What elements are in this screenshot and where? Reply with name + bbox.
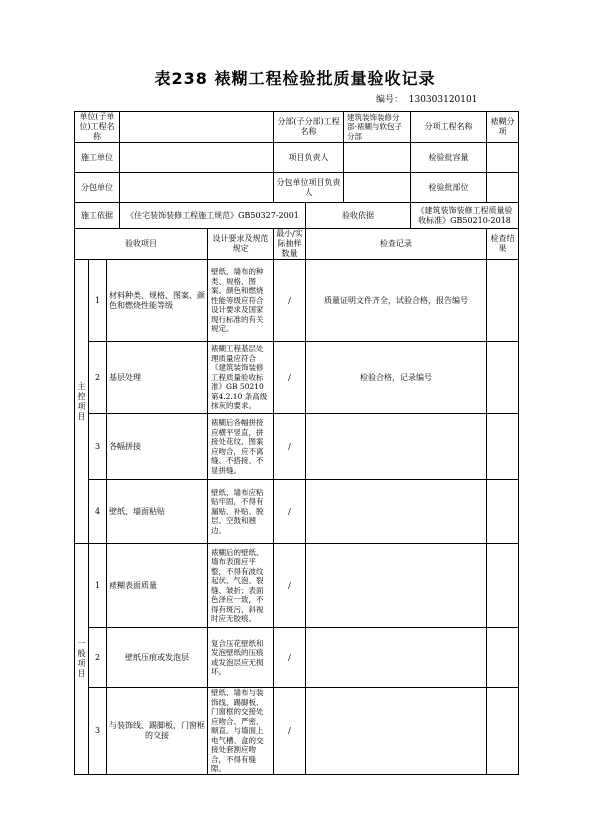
- item-name: 壁纸、墙面粘贴: [107, 480, 208, 544]
- item-no: 3: [89, 688, 107, 775]
- location-value: [487, 173, 519, 203]
- item-sample: /: [274, 544, 306, 628]
- table-row: [75, 628, 519, 688]
- acceptance-record-table: [74, 111, 519, 775]
- col-item-header: 验收项目: [75, 229, 208, 260]
- item-requirement: 裱糊后各幅拼接应横平竖直，拼接处花纹、图案应吻合，应不离缝、不搭接、不显拼缝。: [208, 414, 274, 480]
- col-requirement-header: 设计要求及规范规定: [208, 229, 274, 260]
- contractor-label: 施工单位: [75, 143, 120, 173]
- page-title: 表238 裱糊工程检验批质量验收记录: [154, 69, 436, 88]
- item-record: [306, 544, 487, 628]
- basis-value: 《住宅装饰装修工程施工规范》GB50327-2001: [120, 203, 306, 229]
- main-group-label: 主控项目: [75, 260, 89, 544]
- item-record: [306, 688, 487, 775]
- item-no: 1: [89, 544, 107, 628]
- item-result: [487, 260, 519, 342]
- item-record: 质量证明文件齐全，试验合格，报告编号: [306, 260, 487, 342]
- item-name: 基层处理: [107, 342, 208, 414]
- subcontractor-label: 分包单位: [75, 173, 120, 203]
- pm-value: [344, 143, 411, 173]
- item-requirement: 壁纸、墙布的种类、规格、图案、颜色和燃烧性能等级应符合设计要求及国家现行标准的有关规定。: [208, 260, 274, 342]
- subitem-value: 裱糊分项: [487, 112, 519, 143]
- contractor-value: [120, 143, 274, 173]
- item-result: [487, 480, 519, 544]
- table-row: [75, 342, 519, 414]
- record-number-label: 编号：: [376, 95, 404, 105]
- item-no: 2: [89, 628, 107, 688]
- item-sample: /: [274, 414, 306, 480]
- item-record: [306, 414, 487, 480]
- record-number-value: 130303120101: [408, 95, 478, 105]
- record-number: [376, 92, 477, 105]
- item-name: 与装饰线、踢脚板，门窗框的交接: [107, 688, 208, 775]
- item-requirement: 复合压花壁纸和发泡壁纸的压痕或发泡层应无损坏。: [208, 628, 274, 688]
- item-no: 1: [89, 260, 107, 342]
- basis-label: 施工依据: [75, 203, 120, 229]
- item-requirement: 裱糊工程基层处理质量应符合《建筑装饰装修工程质量验收标准》GB 50210第4.2.10 条高级抹灰的要求。: [208, 342, 274, 414]
- item-name: 材料种类、规格、图案、颜色和燃烧性能等级: [107, 260, 208, 342]
- item-record: [306, 628, 487, 688]
- capacity-label: 检验批容量: [411, 143, 487, 173]
- acceptance-value: 《建筑装饰装修工程质量验收标准》GB50210-2018: [411, 203, 519, 229]
- table-row: [75, 544, 519, 628]
- table-row: [75, 688, 519, 775]
- col-record-header: 检查记录: [306, 229, 487, 260]
- item-sample: /: [274, 628, 306, 688]
- pm-label: 项目负责人: [274, 143, 344, 173]
- item-name: 各幅拼接: [107, 414, 208, 480]
- item-record: [306, 480, 487, 544]
- item-sample: /: [274, 342, 306, 414]
- item-requirement: 壁纸、墙布与装饰线、踢脚板、门窗框的交接处应吻合、严密、顺直。与墙面上电气槽、盒的交接处套割应吻合，不得有缝隙。: [208, 688, 274, 775]
- unit-label: 单位(子单位)工程名称: [75, 112, 120, 143]
- capacity-value: [487, 143, 519, 173]
- division-value: 建筑装饰装修分部-裱糊与软包子分部: [344, 112, 411, 143]
- item-sample: /: [274, 260, 306, 342]
- item-result: [487, 544, 519, 628]
- sub-pm-value: [344, 173, 411, 203]
- item-no: 3: [89, 414, 107, 480]
- item-name: 壁纸压痕或发泡层: [107, 628, 208, 688]
- table-row: [75, 414, 519, 480]
- division-label: 分部(子分部)工程名称: [274, 112, 344, 143]
- subitem-label: 分项工程名称: [411, 112, 487, 143]
- item-result: [487, 628, 519, 688]
- unit-value: [120, 112, 274, 143]
- item-requirement: 裱糊后的壁纸、墙布表面应平整，不得有波纹起伏、气泡、裂缝、皱折；表面色泽应一致，不得有斑污，斜视时应无胶痕。: [208, 544, 274, 628]
- general-group-label: 一般项目: [75, 544, 89, 775]
- sub-pm-label: 分包单位项目负责人: [274, 173, 344, 203]
- item-requirement: 壁纸、墙布应粘贴牢固，不得有漏贴、补贴、脱层、空鼓和翘边。: [208, 480, 274, 544]
- location-label: 检验批部位: [411, 173, 487, 203]
- item-name: 裱糊表面质量: [107, 544, 208, 628]
- subcontractor-value: [120, 173, 274, 203]
- item-sample: /: [274, 480, 306, 544]
- item-result: [487, 414, 519, 480]
- col-sample-header: 最小/实际抽样数量: [274, 229, 306, 260]
- item-result: [487, 342, 519, 414]
- table-row: [75, 260, 519, 342]
- col-result-header: 检查结果: [487, 229, 519, 260]
- item-no: 4: [89, 480, 107, 544]
- item-record: 检验合格，记录编号: [306, 342, 487, 414]
- item-result: [487, 688, 519, 775]
- item-sample: /: [274, 688, 306, 775]
- acceptance-label: 验收依据: [306, 203, 411, 229]
- item-no: 2: [89, 342, 107, 414]
- table-row: [75, 480, 519, 544]
